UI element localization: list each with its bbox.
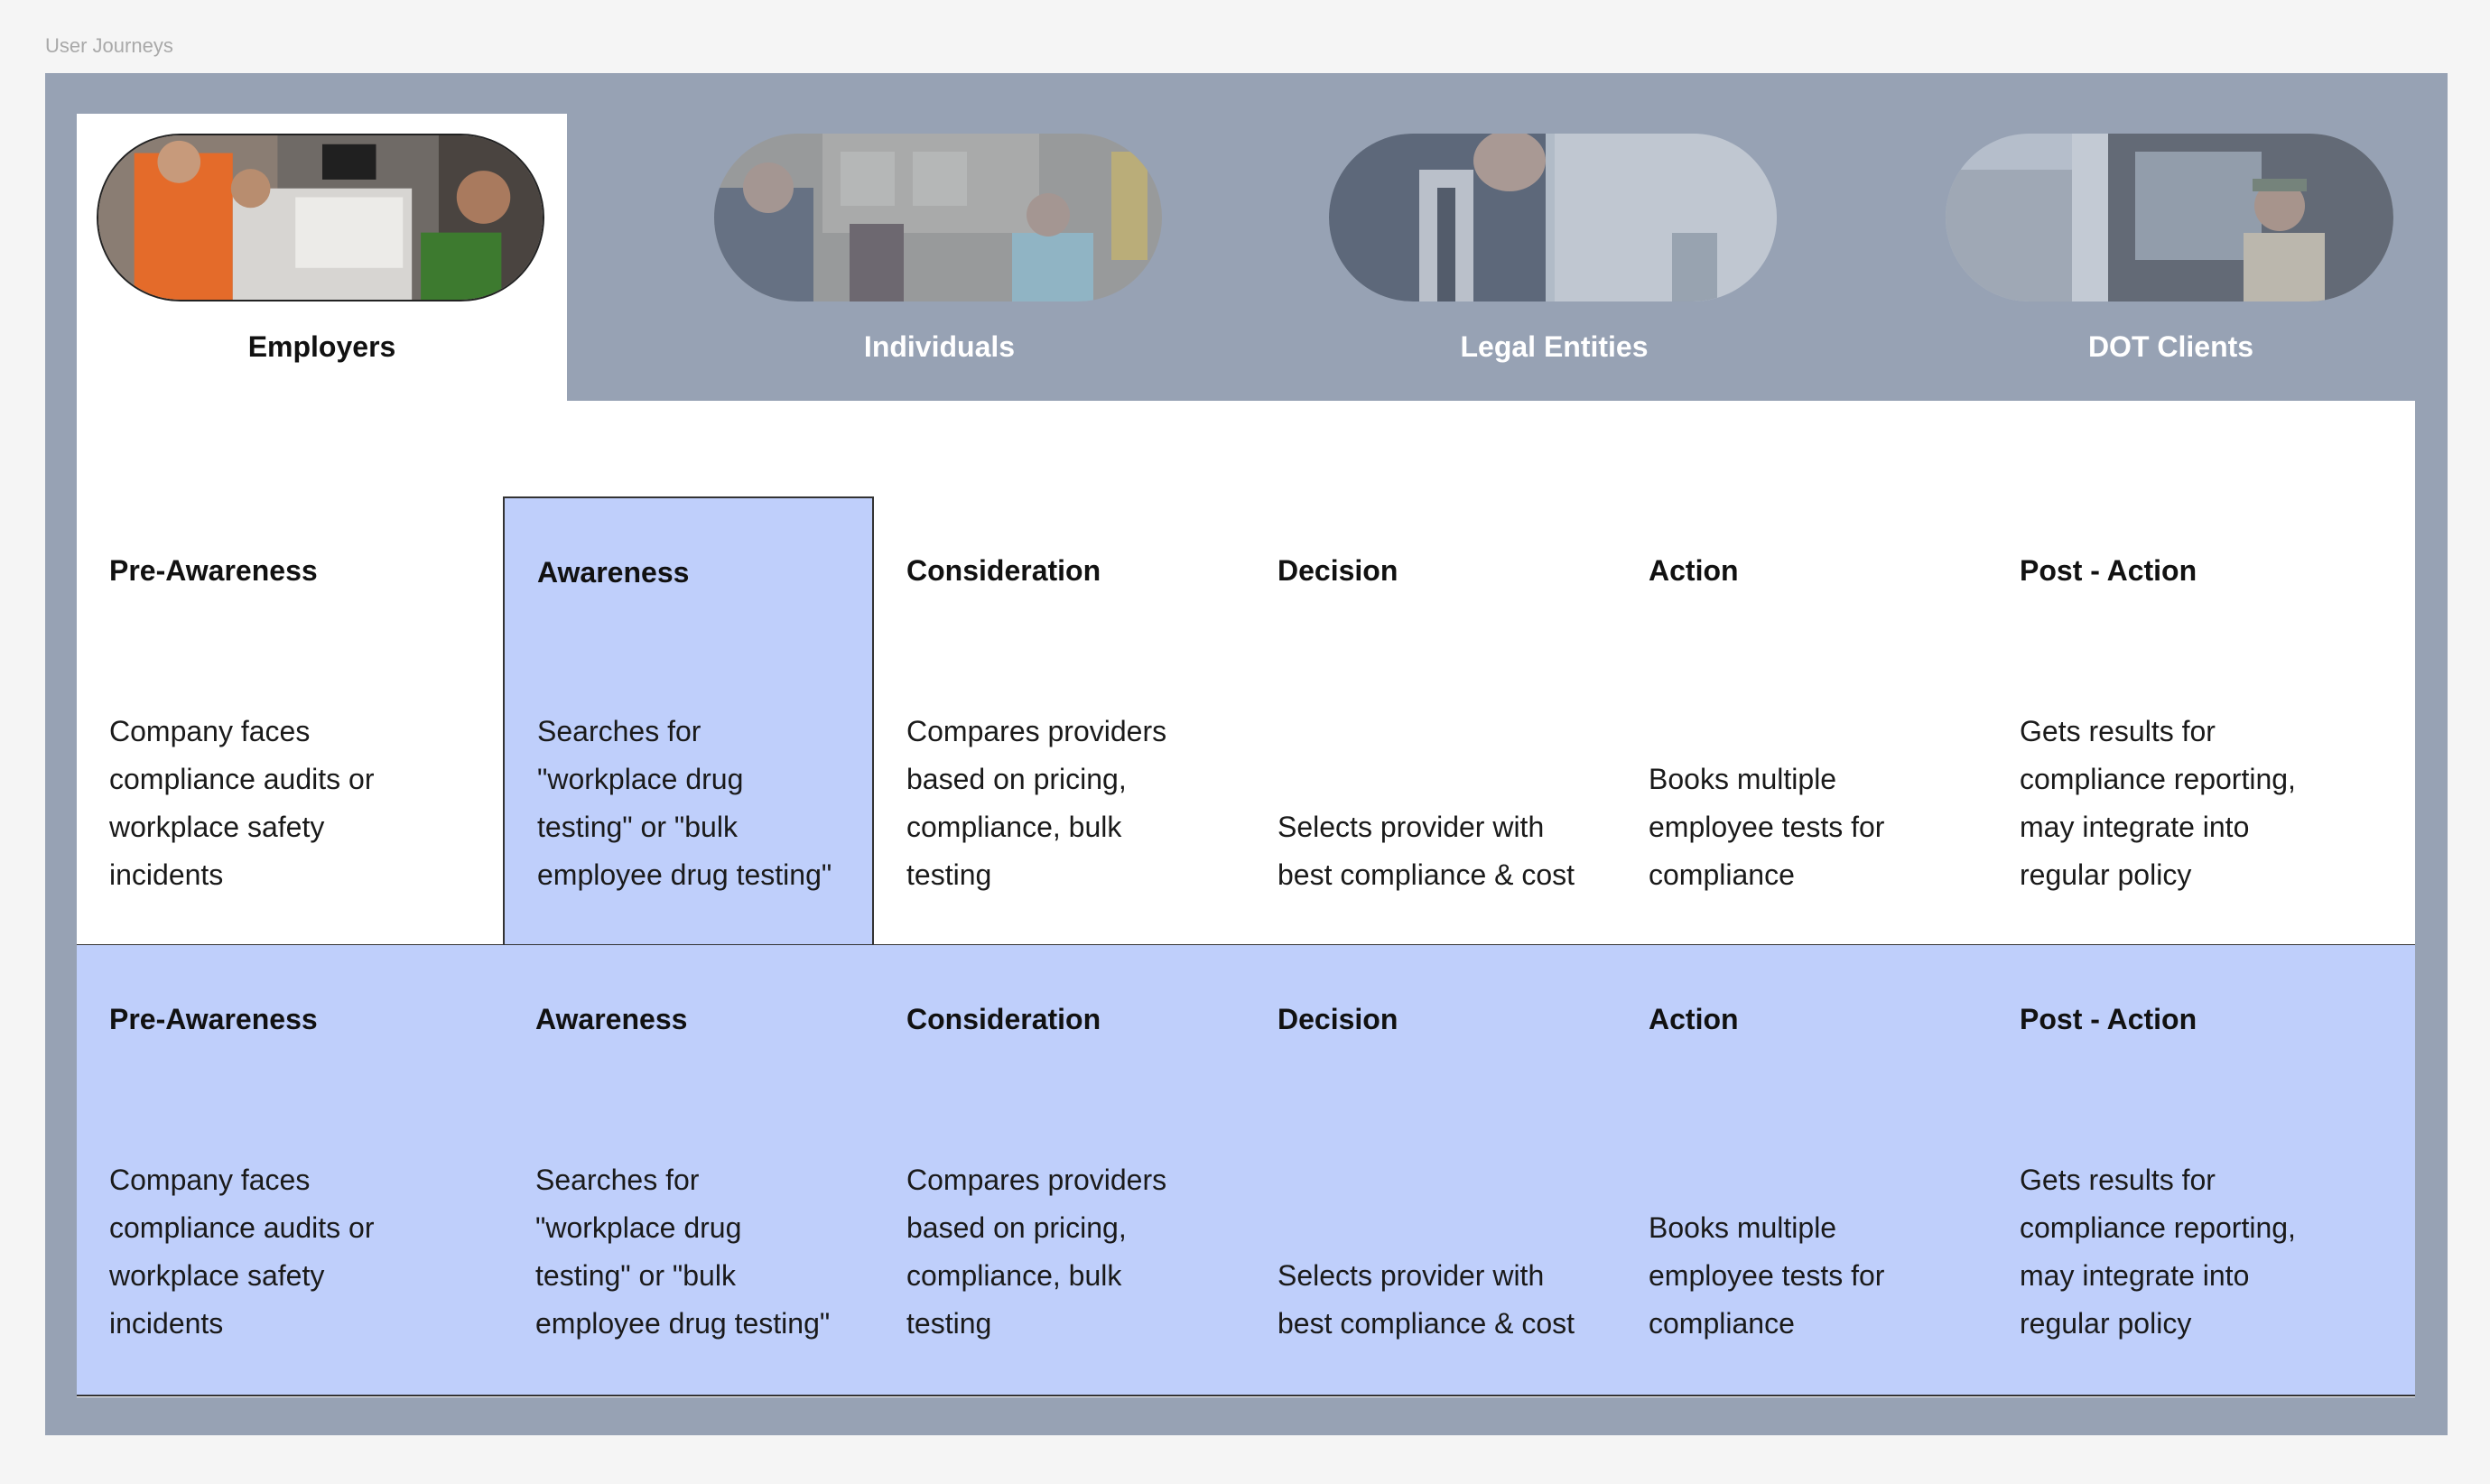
employers-photo xyxy=(97,134,544,301)
stage-description: Gets results for compliance reporting, may integrate into regular policy xyxy=(2020,1164,2296,1340)
stage-description: Searches for "workplace drug testing" or "bulk employee drug testing" xyxy=(537,715,832,891)
stage-action xyxy=(1616,945,1987,1395)
tab-employers[interactable] xyxy=(77,114,567,401)
tab-individuals[interactable] xyxy=(694,114,1185,401)
tab-label: Employers xyxy=(247,330,396,363)
stage-title: Pre-Awareness xyxy=(109,1003,318,1035)
stage-description: Selects provider with best compliance & cost xyxy=(1278,1259,1575,1340)
stage-description: Gets results for compliance reporting, may integrate into regular policy xyxy=(2020,715,2296,891)
stage-decision xyxy=(1245,945,1616,1395)
journey-row xyxy=(77,945,2415,1396)
frame-label: User Journeys xyxy=(45,34,173,57)
stage-description: Selects provider with best compliance & cost xyxy=(1278,811,1575,891)
stage-post-action xyxy=(1987,496,2358,946)
tab-label: DOT Clients xyxy=(2087,330,2254,363)
stage-description: Compares providers based on pricing, compliance, bulk testing xyxy=(906,1164,1167,1340)
dot-clients-photo xyxy=(1946,134,2393,301)
stage-title: Awareness xyxy=(537,556,690,589)
legal-entities-photo xyxy=(1329,134,1777,301)
stage-description: Books multiple employee tests for compliance xyxy=(1649,763,1885,891)
stage-description: Compares providers based on pricing, compliance, bulk testing xyxy=(906,715,1167,891)
stage-title: Action xyxy=(1649,554,1739,587)
stage-title: Awareness xyxy=(535,1003,688,1035)
stage-title: Pre-Awareness xyxy=(109,554,318,587)
stage-action xyxy=(1616,496,1987,946)
stage-title: Post - Action xyxy=(2020,1003,2197,1035)
tab-dot-clients[interactable] xyxy=(1926,114,2416,401)
tab-legal-entities[interactable] xyxy=(1309,114,1799,401)
stage-pre-awareness xyxy=(77,945,448,1395)
stage-post-action xyxy=(1987,945,2358,1395)
journey-row xyxy=(77,496,2415,946)
individuals-photo xyxy=(714,134,1162,301)
stage-title: Consideration xyxy=(906,554,1101,587)
stage-consideration xyxy=(874,945,1245,1395)
stage-description: Searches for "workplace drug testing" or "bulk employee drug testing" xyxy=(535,1164,831,1340)
stage-description: Company faces compliance audits or workplace safety incidents xyxy=(109,715,375,891)
stage-title: Decision xyxy=(1278,1003,1398,1035)
stage-pre-awareness xyxy=(77,496,448,946)
stage-description: Company faces compliance audits or workplace safety incidents xyxy=(109,1164,375,1340)
stage-decision xyxy=(1245,496,1616,946)
stage-title: Consideration xyxy=(906,1003,1101,1035)
journey-content xyxy=(77,401,2415,1397)
tab-label: Legal Entities xyxy=(1460,330,1649,363)
stage-description: Books multiple employee tests for compliance xyxy=(1649,1211,1885,1340)
stage-awareness xyxy=(503,496,874,946)
stage-title: Action xyxy=(1649,1003,1739,1035)
stage-consideration xyxy=(874,496,1245,946)
tab-label: Individuals xyxy=(863,330,1016,363)
stage-title: Post - Action xyxy=(2020,554,2197,587)
stage-awareness xyxy=(503,945,874,1395)
stage-title: Decision xyxy=(1278,554,1398,587)
user-journeys-frame xyxy=(45,73,2448,1435)
